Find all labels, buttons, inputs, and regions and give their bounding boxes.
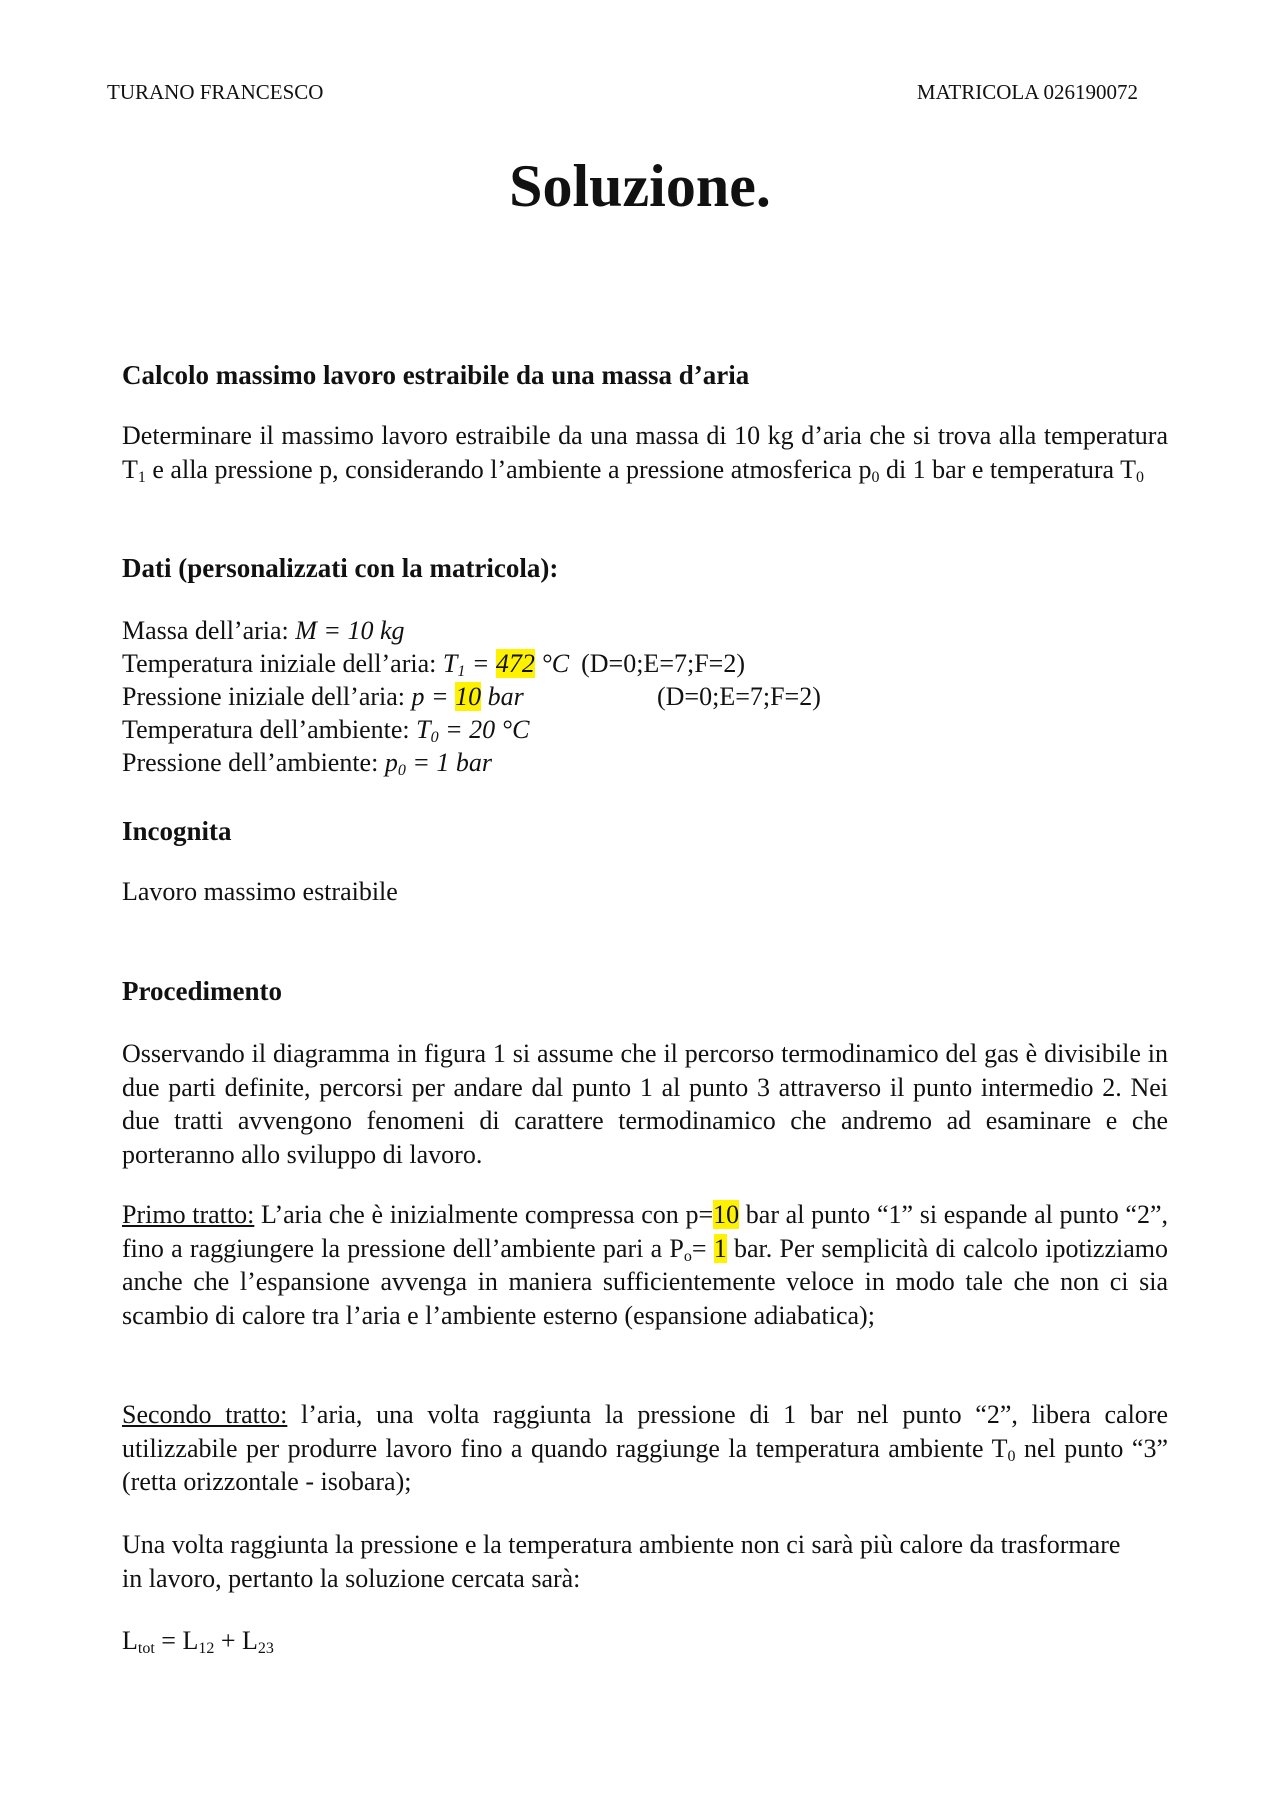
incognita-heading: Incognita: [122, 816, 232, 846]
problem-heading: Calcolo massimo lavoro estraibile da una massa d’aria: [122, 360, 750, 390]
header-matricola: MATRICOLA 026190072: [916, 80, 1138, 104]
secondo-tratto-label: Secondo tratto:: [122, 1400, 288, 1429]
dati-mass-line: Massa dell’aria: M = 10 kg: [122, 616, 405, 645]
dati-p-note: (D=0;E=7;F=2): [657, 682, 821, 711]
primo-p-highlight: 10: [713, 1200, 740, 1229]
primo-tratto-paragraph: Primo tratto: L’aria che è inizialmente compressa con p=10 bar al punto “1” si espande al punto “2”, fino a raggiungere la pressione dell’ambiente pari a $P_o= 1$ bar. Per semplicità di calcolo ipotizziamo anche che l’espansione avvenga in maniera sufficientemente veloce in modo tale che non ci sia scambio di calore tra l’aria e l’ambiente esterno (espansione adiabatica);: [122, 1200, 1168, 1330]
dati-heading: Dati (personalizzati con la matricola):: [122, 553, 559, 583]
problem-paragraph: Determinare il massimo lavoro estraibile da una massa di 10 kg d’aria che si trova alla temperatura $T_1$ e alla pressione p, considerando l’ambiente a pressione atmosferica $p_0$ di 1 bar e temperatura $T_0$: [122, 421, 1168, 486]
incognita-text: Lavoro massimo estraibile: [122, 877, 398, 906]
dati-p-line: Pressione iniziale dell’aria: p = 10 bar: [122, 682, 524, 711]
dati-p0-line: Pressione dell’ambiente: $p_0 = 1$ bar: [122, 748, 492, 779]
conclusion-paragraph: Una volta raggiunta la pressione e la temperatura ambiente non ci sarà più calore da trasformare in lavoro, pertanto la soluzione cercata sarà:: [122, 1530, 1121, 1593]
primo-tratto-label: Primo tratto:: [122, 1200, 255, 1229]
primo-p0-highlight: 1: [713, 1233, 727, 1263]
page-title: Soluzione.: [509, 153, 771, 219]
p-value-highlight: 10: [455, 682, 482, 711]
secondo-tratto-paragraph: Secondo tratto: l’aria, una volta raggiunta la pressione di 1 bar nel punto “2”, libera calore utilizzabile per produrre lavoro fino a quando raggiunge la temperatura ambiente $T_0$ nel punto “3” (retta orizzontale - isobara);: [122, 1400, 1168, 1496]
procedimento-heading: Procedimento: [122, 976, 282, 1006]
procedimento-intro: Osservando il diagramma in figura 1 si assume che il percorso termodinamico del gas è divisibile in due parti definite, percorsi per andare dal punto 1 al punto 3 attraverso il punto intermedio 2. Nei due tratti avvengono fenomeni di carattere termodinamico che andremo ad esaminare e che porteranno allo sviluppo di lavoro.: [122, 1039, 1168, 1169]
t1-value-highlight: 472: [495, 649, 535, 678]
dati-t0-line: Temperatura dell’ambiente: $T_0 = 20$ °C: [122, 715, 530, 746]
header-author: TURANO FRANCESCO: [107, 80, 324, 104]
total-work-equation: $L_{tot} = L_{12} + L_{23}$: [122, 1626, 274, 1657]
dati-t1-line: Temperatura iniziale dell’aria: $T_1 = 472$ °C (D=0;E=7;F=2): [122, 649, 745, 680]
